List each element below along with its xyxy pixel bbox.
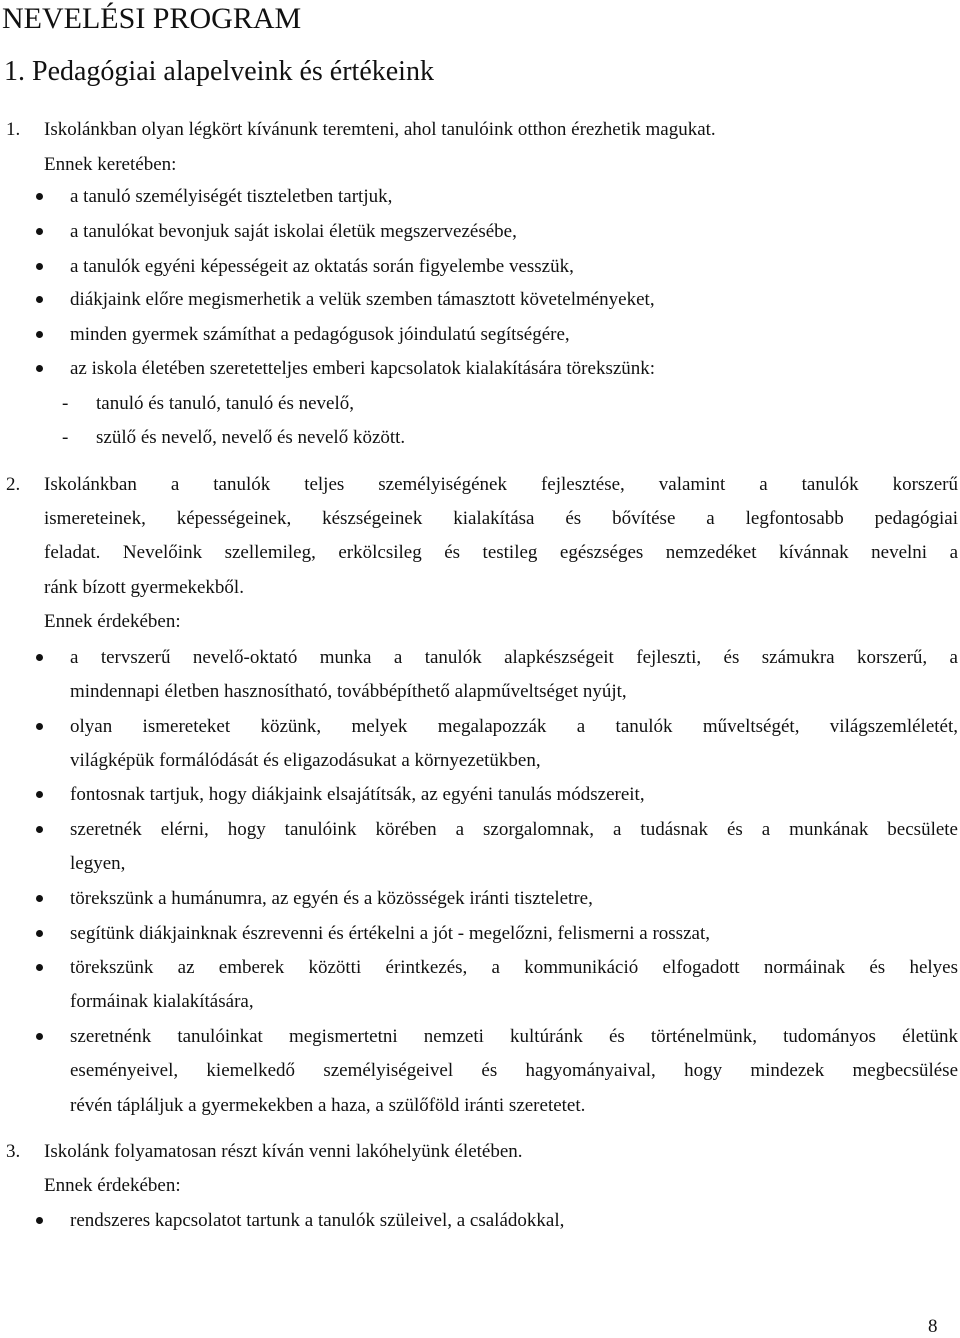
paragraph-line: ránk bízott gyermekekből. [44, 577, 244, 598]
bullet-line: formáinak kialakítására, [70, 991, 254, 1012]
page-number: 8 [928, 1316, 938, 1337]
bullet-line: segítünk diákjainknak észrevenni és értékelni a jót - megelőzni, felismerni a rosszat, [70, 923, 710, 944]
bullet-line: legyen, [70, 853, 126, 874]
intro-text: Ennek érdekében: [44, 611, 181, 632]
intro-text: Ennek keretében: [44, 154, 177, 175]
bullet-line: eseményeivel, kiemelkedő személyiségeivel és hagyományaival, hogy mindezek megbecsülése [70, 1060, 958, 1081]
paragraph-line: Iskolánk folyamatosan részt kíván venni lakóhelyünk életében. [44, 1141, 523, 1162]
bullet-icon [36, 263, 43, 270]
bullet-icon [36, 791, 43, 798]
paragraph-line: Iskolánkban a tanulók teljes személyiségének fejlesztése, valamint a tanulók korszerű [44, 474, 958, 495]
item-number: 2. [6, 474, 21, 495]
intro-text: Ennek érdekében: [44, 1175, 181, 1196]
bullet-icon [36, 964, 43, 971]
bullet-icon [36, 895, 43, 902]
bullet-line: szeretnénk tanulóinkat megismertetni nemzeti kultúránk és történelmünk, tudományos életünk [70, 1026, 958, 1047]
bullet-line: fontosnak tartjuk, hogy diákjaink elsajátítsák, az egyéni tanulás módszereit, [70, 784, 645, 805]
bullet-icon [36, 1033, 43, 1040]
bullet-icon [36, 723, 43, 730]
bullet-line: mindennapi életben hasznosítható, továbbépíthető alapműveltséget nyújt, [70, 681, 627, 702]
bullet-line: olyan ismereteket közünk, melyek megalapozzák a tanulók műveltségét, világszemléletét, [70, 716, 958, 737]
dash-item: szülő és nevelő, nevelő és nevelő között. [96, 427, 406, 448]
bullet-line: révén tápláljuk a gyermekekben a haza, a szülőföld iránti szeretetet. [70, 1095, 586, 1116]
bullet-line: a tanulókat bevonjuk saját iskolai életük megszervezésébe, [70, 221, 517, 242]
bullet-line: a tanulók egyéni képességeit az oktatás során figyelembe vesszük, [70, 256, 574, 277]
item-number: 3. [6, 1141, 21, 1162]
bullet-line: szeretnék elérni, hogy tanulóink körében a szorgalomnak, a tudásnak és a munkának becsülete [70, 819, 958, 840]
bullet-icon [36, 296, 43, 303]
bullet-line: a tervszerű nevelő-oktató munka a tanulók alapkészségeit fejleszti, és számukra korszerű, a [70, 647, 958, 668]
bullet-icon [36, 365, 43, 372]
item-number: 1. [6, 119, 21, 140]
bullet-line: az iskola életében szeretetteljes emberi kapcsolatok kialakítására törekszünk: [70, 358, 656, 379]
dash-icon: - [62, 427, 69, 448]
document-title: NEVELÉSI PROGRAM [2, 2, 302, 35]
bullet-line: a tanuló személyiségét tiszteletben tartjuk, [70, 186, 393, 207]
section-heading: 1. Pedagógiai alapelveink és értékeink [4, 56, 434, 87]
bullet-line: minden gyermek számíthat a pedagógusok jóindulatú segítségére, [70, 324, 570, 345]
paragraph-line: feladat. Nevelőink szellemileg, erkölcsileg és testileg egészséges nemzedéket kívánnak nevelni a [44, 542, 958, 563]
bullet-line: világképük formálódását és eligazodásukat a környezetükben, [70, 750, 541, 771]
bullet-line: rendszeres kapcsolatot tartunk a tanulók szüleivel, a családokkal, [70, 1210, 565, 1231]
bullet-line: törekszünk az emberek közötti érintkezés, a kommunikáció elfogadott normáinak és helyes [70, 957, 958, 978]
dash-item: tanuló és tanuló, tanuló és nevelő, [96, 393, 355, 414]
bullet-icon [36, 826, 43, 833]
bullet-icon [36, 331, 43, 338]
bullet-line: törekszünk a humánumra, az egyén és a közösségek iránti tiszteletre, [70, 888, 593, 909]
paragraph-line: ismereteinek, képességeinek, készségeinek kialakítása és bővítése a legfontosabb pedagógiai [44, 508, 958, 529]
dash-icon: - [62, 393, 69, 414]
bullet-line: diákjaink előre megismerhetik a velük szemben támasztott követelményeket, [70, 289, 655, 310]
bullet-icon [36, 1217, 43, 1224]
bullet-icon [36, 654, 43, 661]
paragraph-line: Iskolánkban olyan légkört kívánunk teremteni, ahol tanulóink otthon érezhetik magukat. [44, 119, 716, 140]
bullet-icon [36, 228, 43, 235]
bullet-icon [36, 193, 43, 200]
bullet-icon [36, 930, 43, 937]
